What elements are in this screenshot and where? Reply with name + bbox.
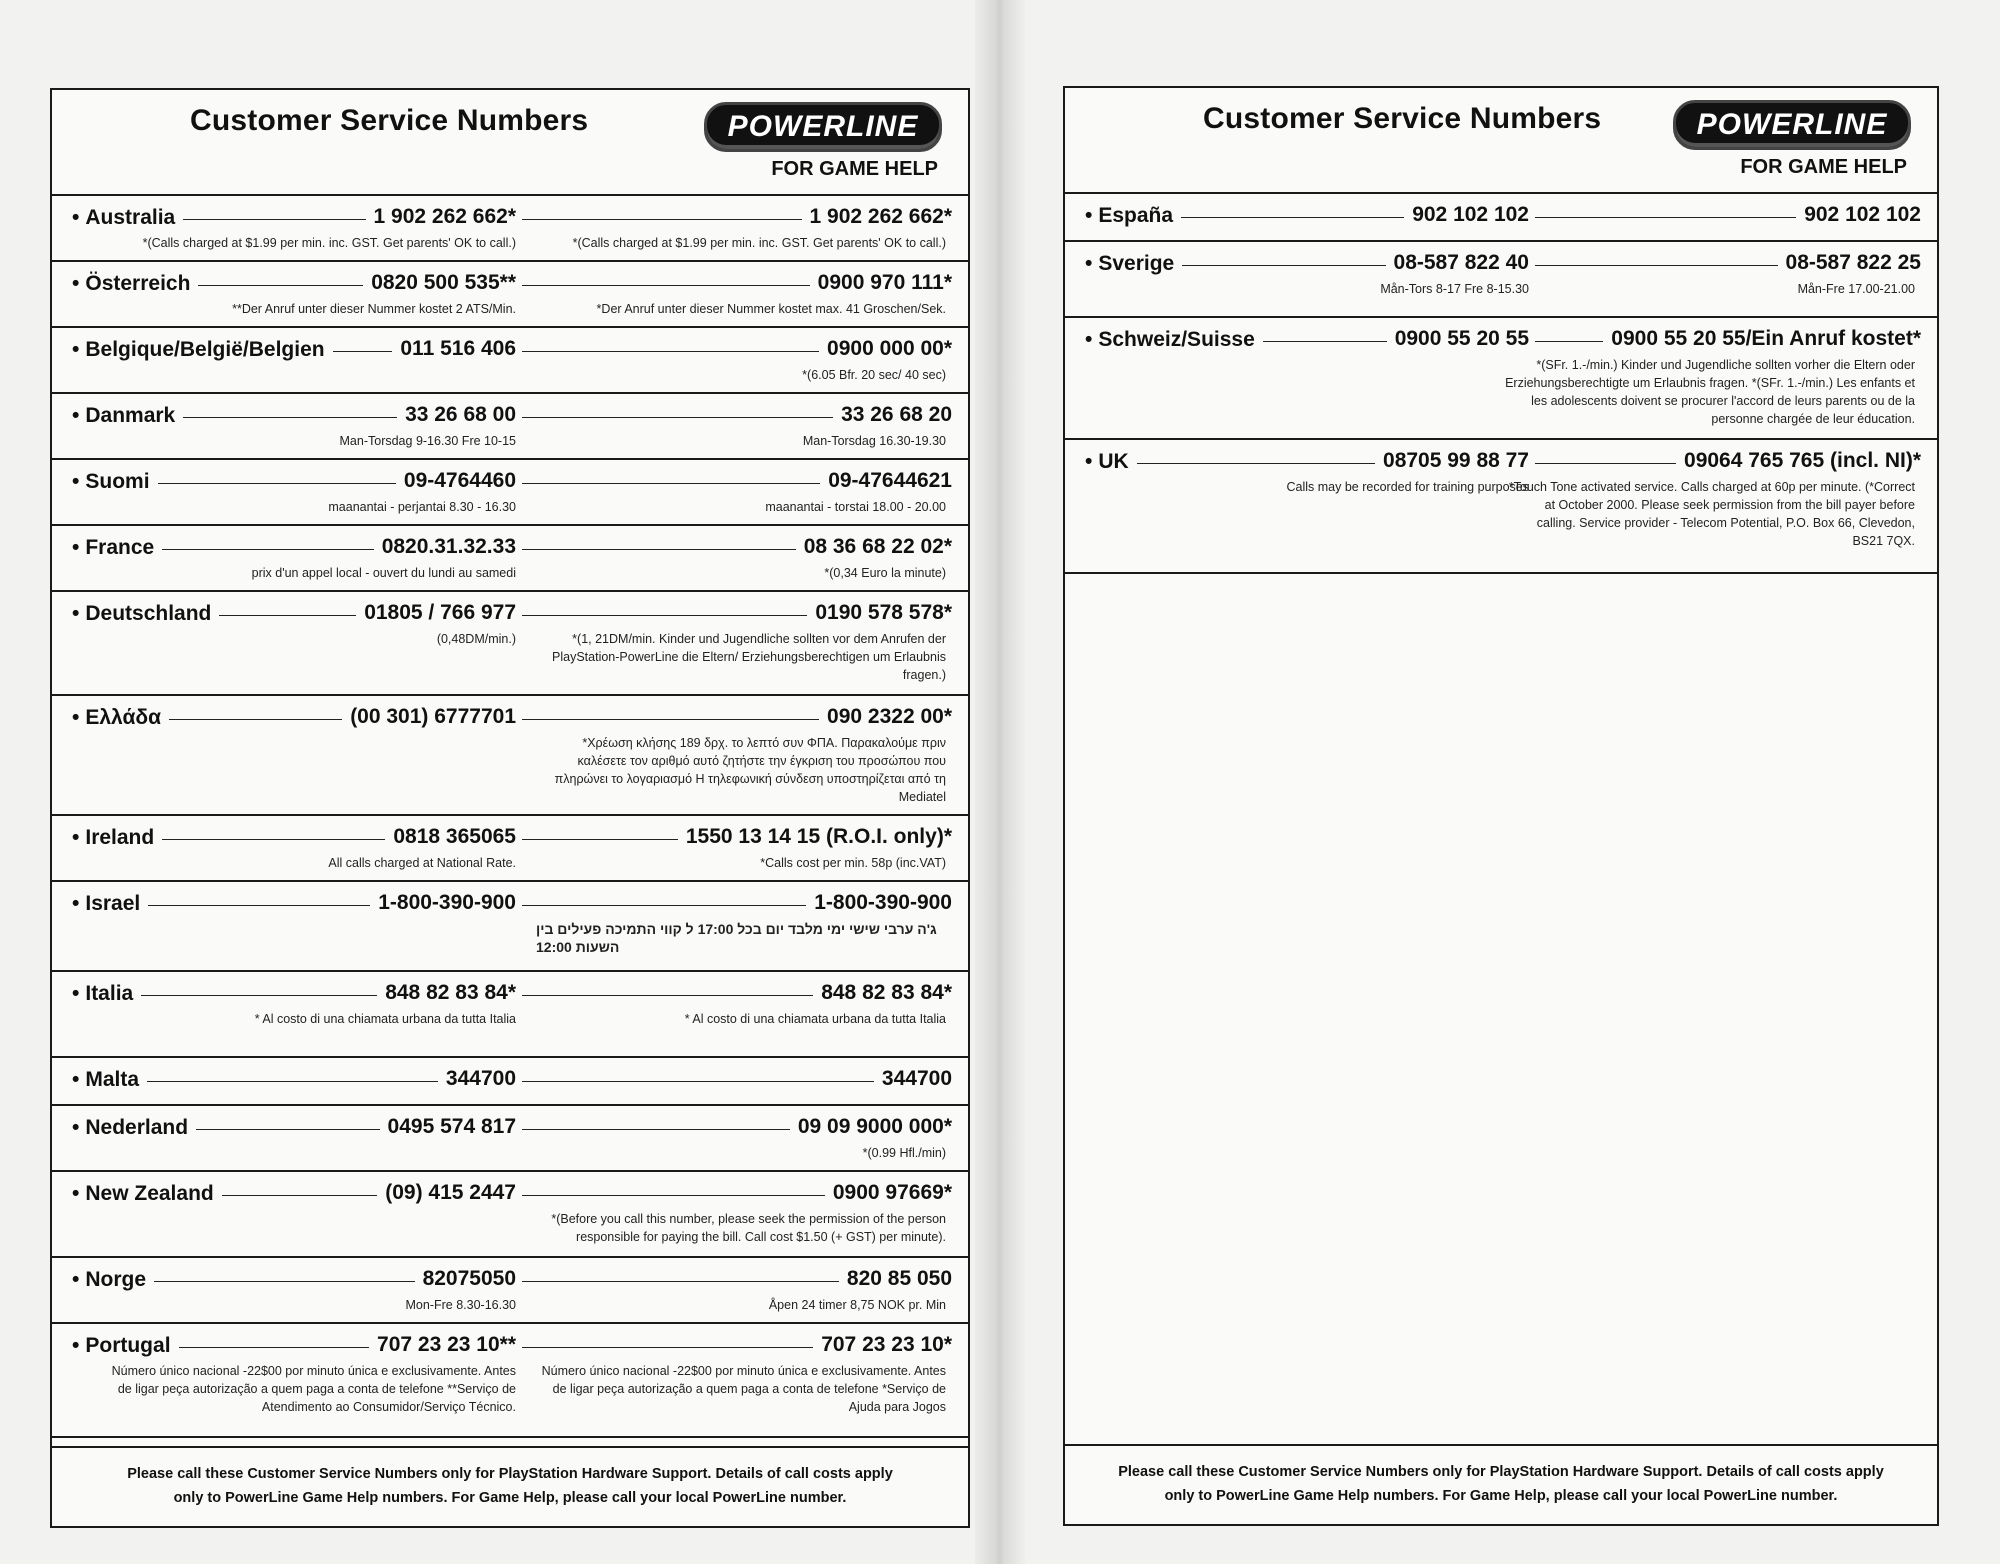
country-label: Italia: [85, 982, 134, 1005]
country-name: [72, 982, 141, 1006]
bullet-icon: •: [72, 982, 80, 1005]
powerline-note: Mån-Fre 17.00-21.00: [1797, 282, 1915, 296]
customer-service-number: 0818 365065: [385, 825, 522, 849]
powerline-number: 090 2322 00*: [819, 705, 952, 729]
powerline-note: *(1, 21DM/min. Kinder und Jugendliche sollten vor dem Anrufen der PlayStation-PowerLine die Eltern/ Erziehungsberechtigen um Erlaubnis fragen.): [552, 632, 946, 682]
customer-service-number: 0820.31.32.33: [374, 535, 522, 559]
powerline-note: *(0,34 Euro la minute): [824, 566, 946, 580]
bullet-icon: •: [1085, 328, 1093, 351]
customer-service-number: 011 516 406: [392, 337, 522, 361]
bullet-icon: •: [72, 470, 80, 493]
bullet-icon: •: [72, 338, 80, 361]
powerline-note: *(6.05 Bfr. 20 sec/ 40 sec): [802, 368, 946, 382]
customer-service-note: Man-Torsdag 9-16.30 Fre 10-15: [339, 434, 516, 448]
country-name: [72, 470, 158, 494]
country-name: [1085, 204, 1181, 228]
left-header: [52, 90, 968, 196]
customer-service-number: 01805 / 766 977: [356, 601, 522, 625]
number-row: [52, 526, 968, 592]
bullet-icon: •: [72, 826, 80, 849]
country-name: [72, 206, 183, 230]
powerline-note: Åpen 24 timer 8,75 NOK pr. Min: [768, 1298, 946, 1312]
country-name: [1085, 252, 1182, 276]
country-name: [72, 826, 162, 850]
customer-service-number: 08-587 822 40: [1386, 251, 1535, 275]
number-row: [52, 816, 968, 882]
country-label: Suomi: [85, 470, 150, 493]
bullet-icon: •: [72, 1182, 80, 1205]
powerline-note: Man-Torsdag 16.30-19.30: [802, 434, 946, 448]
page-title: Customer Service Numbers: [1203, 102, 1602, 135]
customer-service-number: 707 23 23 10**: [369, 1333, 522, 1357]
customer-service-note: maanantai - perjantai 8.30 - 16.30: [328, 500, 516, 514]
customer-service-number: 33 26 68 00: [397, 403, 522, 427]
country-name: [72, 1068, 147, 1092]
customer-service-number: 848 82 83 84*: [377, 981, 522, 1005]
powerline-logo: POWERLINE: [704, 102, 942, 152]
country-name: [72, 892, 148, 916]
number-row: [52, 882, 968, 972]
number-row: [1065, 318, 1937, 440]
country-label: France: [85, 536, 155, 559]
country-label: Ελλάδα: [85, 706, 162, 729]
powerline-note: ג'ה ערבי שישי ימי מלבד יום בכל 17:00 ל קווי התמיכה פעילים בין השעות 12:00: [536, 921, 937, 955]
powerline-note: *Calls cost per min. 58p (inc.VAT): [760, 856, 946, 870]
powerline-note: *(SFr. 1.-/min.) Kinder und Jugendliche sollten vorher die Eltern oder Erziehungsberechtigte um Erlaubnis fragen. *(SFr. 1.-/min.) Les enfants et les adolescents doivent se procurer l'accord de leurs parents ou de la personne chargée de leur éducation.: [1505, 358, 1915, 426]
customer-service-number: (00 301) 6777701: [342, 705, 522, 729]
powerline-number: 09 09 9000 000*: [790, 1115, 952, 1139]
powerline-note: Número único nacional -22$00 por minuto única e exclusivamente. Antes de ligar peça autorização a quem paga a conta de telefone *Serviço de Ajuda para Jogos: [541, 1364, 946, 1414]
powerline-number: 08-587 822 25: [1778, 251, 1921, 275]
powerline-number: 0900 970 111*: [810, 271, 952, 295]
customer-service-number: 1 902 262 662*: [366, 205, 522, 229]
customer-service-number: 08705 99 88 77: [1375, 449, 1535, 473]
country-name: [72, 1182, 222, 1206]
customer-service-note: *(Calls charged at $1.99 per min. inc. GST. Get parents' OK to call.): [142, 236, 516, 250]
bullet-icon: •: [72, 602, 80, 625]
country-name: [72, 602, 219, 626]
number-row: [52, 328, 968, 394]
country-name: [1085, 328, 1263, 352]
right-number-list: [1065, 194, 1937, 574]
powerline-note: *Χρέωση κλήσης 189 δρχ. το λεπτό συν ΦΠΑ. Παρακαλούμε πριν καλέσετε τον αριθμό αυτό ζητήστε την έγκριση του προσώπου που πληρώνει το λογαριασμό Η τηλεφωνική σύνδεση υποστηρίζεται από τη Mediatel: [554, 736, 946, 804]
bullet-icon: •: [72, 1268, 80, 1291]
number-row: [52, 394, 968, 460]
number-row: [52, 592, 968, 696]
country-label: Israel: [85, 892, 141, 915]
country-name: [72, 404, 183, 428]
number-row: [1065, 194, 1937, 242]
powerline-number: 09064 765 765 (incl. NI)*: [1676, 449, 1921, 473]
right-footer: [1065, 1444, 1937, 1524]
number-row: [52, 696, 968, 816]
customer-service-note: Calls may be recorded for training purposes: [1286, 480, 1529, 494]
powerline-number: 08 36 68 22 02*: [796, 535, 952, 559]
customer-service-note: (0,48DM/min.): [436, 632, 516, 646]
number-row: [52, 1106, 968, 1172]
country-name: [72, 338, 333, 362]
country-label: Belgique/België/Belgien: [85, 338, 325, 361]
powerline-note: *Touch Tone activated service. Calls charged at 60p per minute. (*Correct at October 2000. Please seek permission from the bill payer before calling. Service provider - Telecom Potential, P.O. Box 66, Clevedon, BS21 7QX.: [1508, 480, 1915, 548]
number-row: [52, 1172, 968, 1258]
country-name: [72, 1268, 154, 1292]
bullet-icon: •: [72, 404, 80, 427]
number-row: [52, 972, 968, 1058]
left-page-panel: [50, 88, 970, 1528]
country-label: Australia: [85, 206, 176, 229]
country-label: Malta: [85, 1068, 140, 1091]
powerline-note: maanantai - torstai 18.00 - 20.00: [765, 500, 946, 514]
bullet-icon: •: [1085, 204, 1093, 227]
customer-service-number: (09) 415 2447: [377, 1181, 522, 1205]
number-row: [52, 196, 968, 262]
powerline-number: 1550 13 14 15 (R.O.I. only)*: [678, 825, 952, 849]
left-footer: [52, 1446, 968, 1526]
country-label: Norge: [85, 1268, 147, 1291]
powerline-number: 0900 55 20 55/Ein Anruf kostet*: [1603, 327, 1921, 351]
customer-service-note: prix d'un appel local - ouvert du lundi au samedi: [251, 566, 516, 580]
customer-service-number: 0495 574 817: [380, 1115, 522, 1139]
number-row: [1065, 440, 1937, 574]
powerline-number: 09-47644621: [820, 469, 952, 493]
country-name: [72, 1334, 179, 1358]
number-row: [52, 460, 968, 526]
bullet-icon: •: [72, 272, 80, 295]
powerline-note: * Al costo di una chiamata urbana da tutta Italia: [684, 1012, 946, 1026]
country-name: [72, 536, 162, 560]
number-row: [52, 1258, 968, 1324]
country-label: Schweiz/Suisse: [1098, 328, 1255, 351]
book-spine: [975, 0, 1025, 1564]
customer-service-number: 0820 500 535**: [363, 271, 522, 295]
powerline-number: 0900 000 00*: [819, 337, 952, 361]
left-number-list: [52, 196, 968, 1438]
bullet-icon: •: [72, 1116, 80, 1139]
bullet-icon: •: [72, 892, 80, 915]
country-label: Österreich: [85, 272, 191, 295]
number-row: [1065, 242, 1937, 318]
footer-line-1: Please call these Customer Service Numbers only for PlayStation Hardware Support. Details of call costs apply: [1118, 1464, 1884, 1480]
right-header: [1065, 88, 1937, 194]
bullet-icon: •: [72, 206, 80, 229]
customer-service-number: 344700: [438, 1067, 522, 1091]
powerline-note: *(0.99 Hfl./min): [862, 1146, 946, 1160]
powerline-number: 33 26 68 20: [833, 403, 952, 427]
country-name: [72, 272, 198, 296]
country-label: New Zealand: [85, 1182, 214, 1205]
powerline-number: 0900 97669*: [825, 1181, 952, 1205]
customer-service-note: All calls charged at National Rate.: [328, 856, 516, 870]
country-name: [72, 1116, 196, 1140]
country-label: Portugal: [85, 1334, 171, 1357]
country-label: Deutschland: [85, 602, 212, 625]
customer-service-note: Número único nacional -22$00 por minuto única e exclusivamente. Antes de ligar peça autorização a quem paga a conta de telefone **Serviço de Atendimento ao Consumidor/Serviço Técnico.: [111, 1364, 516, 1414]
bullet-icon: •: [72, 1068, 80, 1091]
country-label: España: [1098, 204, 1174, 227]
page-subtitle: FOR GAME HELP: [771, 158, 938, 180]
customer-service-number: 82075050: [415, 1267, 522, 1291]
powerline-number: 848 82 83 84*: [813, 981, 952, 1005]
country-name: [1085, 450, 1137, 474]
powerline-note: *(Before you call this number, please seek the permission of the person responsible for paying the bill. Call cost $1.50 (+ GST) per minute).: [551, 1212, 946, 1244]
powerline-note: *Der Anruf unter dieser Nummer kostet max. 41 Groschen/Sek.: [596, 302, 946, 316]
customer-service-note: * Al costo di una chiamata urbana da tutta Italia: [254, 1012, 516, 1026]
footer-line-2: only to PowerLine Game Help numbers. For Game Help, please call your local PowerLine number.: [173, 1490, 847, 1506]
customer-service-note: **Der Anruf unter dieser Nummer kostet 2 ATS/Min.: [232, 302, 516, 316]
footer-line-2: only to PowerLine Game Help numbers. For Game Help, please call your local PowerLine number.: [1164, 1488, 1838, 1504]
number-row: [52, 1324, 968, 1438]
customer-service-note: Mon-Fre 8.30-16.30: [405, 1298, 516, 1312]
customer-service-number: 902 102 102: [1404, 203, 1535, 227]
powerline-number: 1 902 262 662*: [802, 205, 952, 229]
country-label: Danmark: [85, 404, 176, 427]
powerline-number: 902 102 102: [1796, 203, 1921, 227]
powerline-number: 0190 578 578*: [807, 601, 952, 625]
customer-service-number: 0900 55 20 55: [1387, 327, 1535, 351]
powerline-number: 820 85 050: [839, 1267, 952, 1291]
powerline-number: 707 23 23 10*: [813, 1333, 952, 1357]
number-row: [52, 1058, 968, 1106]
country-label: Sverige: [1098, 252, 1175, 275]
customer-service-note: Mån-Tors 8-17 Fre 8-15.30: [1380, 282, 1529, 296]
powerline-number: 1-800-390-900: [806, 891, 952, 915]
powerline-note: *(Calls charged at $1.99 per min. inc. GST. Get parents' OK to call.): [572, 236, 946, 250]
bullet-icon: •: [1085, 450, 1093, 473]
customer-service-number: 09-4764460: [396, 469, 522, 493]
right-page-panel: [1063, 86, 1939, 1526]
footer-line-1: Please call these Customer Service Numbers only for PlayStation Hardware Support. Details of call costs apply: [127, 1466, 893, 1482]
country-label: Nederland: [85, 1116, 189, 1139]
powerline-logo: POWERLINE: [1673, 100, 1911, 150]
country-name: [72, 706, 169, 730]
customer-service-number: 1-800-390-900: [370, 891, 522, 915]
country-label: UK: [1098, 450, 1129, 473]
bullet-icon: •: [72, 536, 80, 559]
number-row: [52, 262, 968, 328]
powerline-number: 344700: [874, 1067, 952, 1091]
page-subtitle: FOR GAME HELP: [1740, 156, 1907, 178]
bullet-icon: •: [72, 706, 80, 729]
country-label: Ireland: [85, 826, 155, 849]
page-title: Customer Service Numbers: [190, 104, 589, 137]
bullet-icon: •: [72, 1334, 80, 1357]
bullet-icon: •: [1085, 252, 1093, 275]
